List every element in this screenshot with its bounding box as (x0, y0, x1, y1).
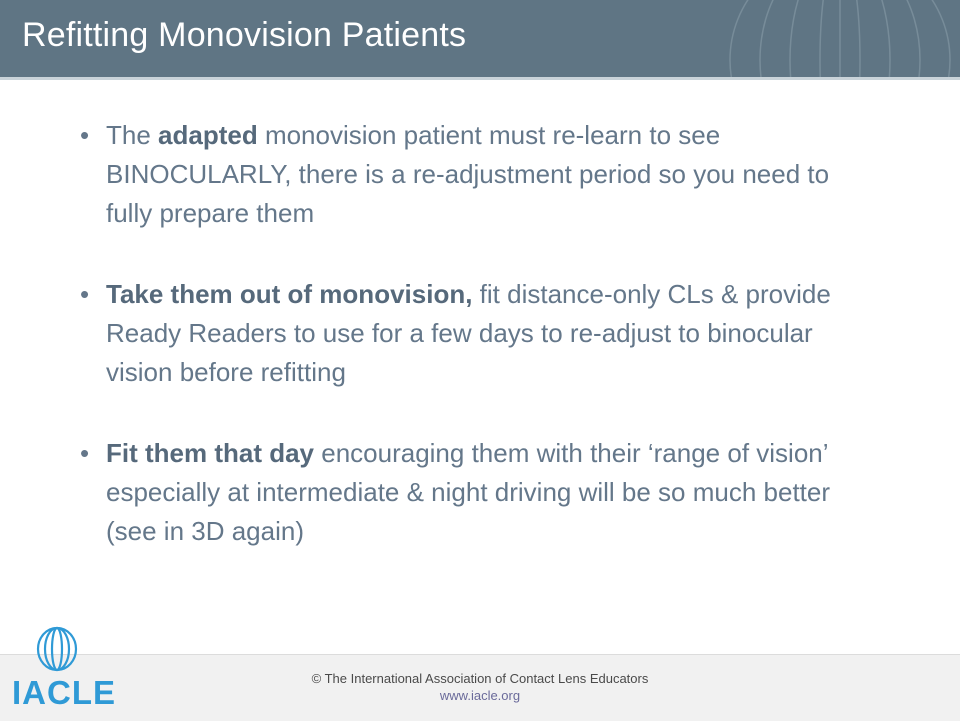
footer-copyright: © The International Association of Contact Lens Educators (311, 671, 649, 686)
footer-url-link[interactable]: www.iacle.org (439, 688, 521, 703)
bullet-text-bold: Fit them that day (106, 438, 315, 468)
bullet-text-bold: adapted (158, 120, 258, 150)
globe-icon (34, 626, 80, 672)
footer-bar (0, 654, 960, 721)
bullet-text-rest: fit distance-only CLs & provide Ready Readers to use for a few days to re-adjust to binocular vision before refitting (106, 279, 831, 387)
bullet-item (80, 275, 870, 392)
bullet-symbol: • (80, 438, 90, 468)
bullet-symbol: • (80, 279, 90, 309)
bullet-text-lead: The (106, 120, 159, 150)
title-bar (0, 0, 960, 77)
iacle-logo-text: IACLE (12, 674, 116, 711)
globe-watermark-icon (710, 0, 960, 77)
title-underline (0, 77, 960, 80)
bullet-item (80, 434, 870, 551)
bullet-item (80, 116, 870, 233)
bullet-text-bold: Take them out of monovision, (106, 279, 473, 309)
bullet-text-rest: encouraging them with their ‘range of vision’ especially at intermediate & night driving will be so much better (see in 3D again) (106, 438, 831, 546)
bullet-list (80, 116, 870, 593)
bullet-text-rest: monovision patient must re-learn to see BINOCULARLY, there is a re-adjustment period so you need to fully prepare them (106, 120, 830, 228)
slide-title: Refitting Monovision Patients (22, 16, 467, 54)
bullet-symbol: • (80, 120, 90, 150)
